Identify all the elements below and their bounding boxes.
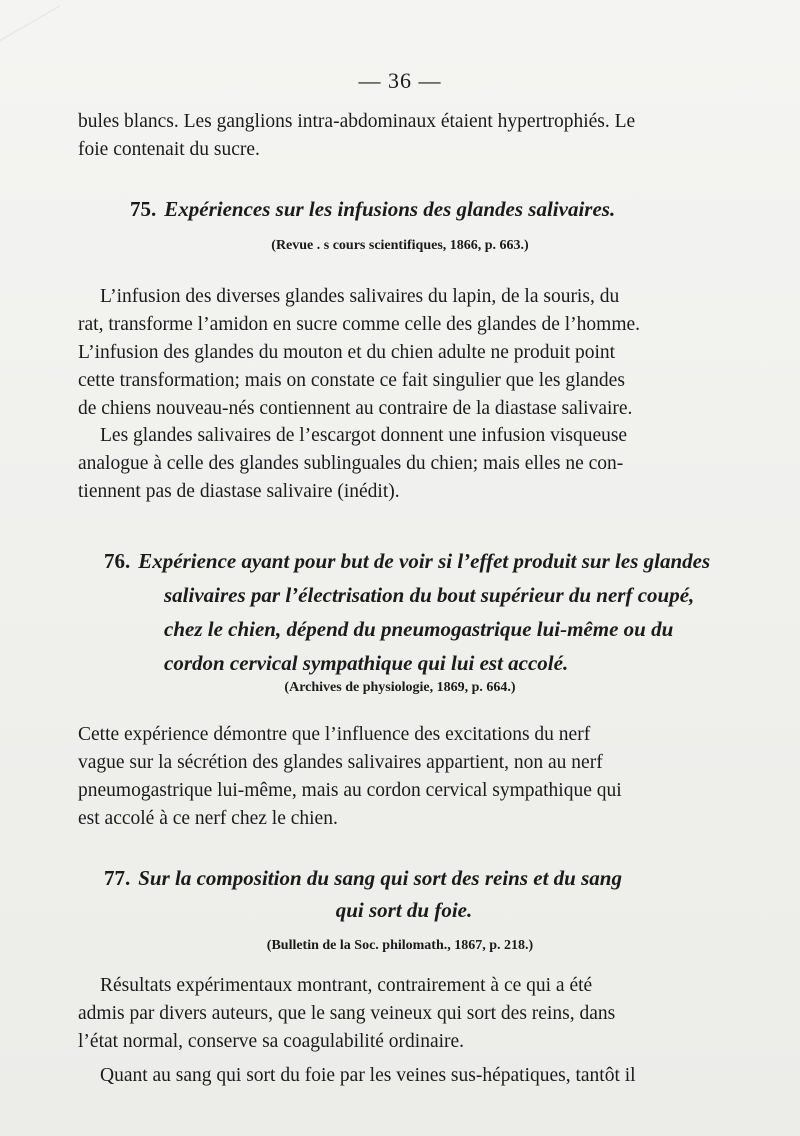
section-source-75: (Revue . s cours scientifiques, 1866, p. 663.) xyxy=(271,238,529,253)
section-source-76: (Archives de physiologie, 1869, p. 664.) xyxy=(284,680,516,695)
text-line: Cette expérience démontre que l’influence des excitations du nerf xyxy=(78,724,591,745)
section-title-line: chez le chien, dépend du pneumogastrique lui-même ou du xyxy=(164,617,674,641)
section-number: 76. xyxy=(104,549,131,573)
paragraph-5 xyxy=(78,972,718,1056)
text-line: foie contenait du sucre. xyxy=(78,139,260,160)
text-line: Les glandes salivaires de l’escargot donnent une infusion visqueuse xyxy=(100,425,628,446)
section-title-line: Sur la composition du sang qui sort des reins et du sang xyxy=(138,866,622,890)
section-title-line: Expérience ayant pour but de voir si l’effet produit sur les glandes xyxy=(138,549,711,573)
section-heading-77 xyxy=(104,862,704,926)
text-line: pneumogastrique lui-même, mais au cordon cervical sympathique qui xyxy=(78,780,622,801)
text-line: vague sur la sécrétion des glandes salivaires appartient, non au nerf xyxy=(78,752,603,773)
section-title-line: cordon cervical sympathique qui lui est accolé. xyxy=(164,651,569,675)
text-line: Résultats expérimentaux montrant, contrairement à ce qui a été xyxy=(100,975,593,996)
section-source-77: (Bulletin de la Soc. philomath., 1867, p. 218.) xyxy=(266,938,534,953)
text-line: est accolé à ce nerf chez le chien. xyxy=(78,808,338,829)
section-heading-76 xyxy=(104,544,724,680)
text-line: cette transformation; mais on constate ce fait singulier que les glandes xyxy=(78,370,625,391)
section-title: Expériences sur les infusions des glandes salivaires. xyxy=(164,197,616,221)
text-line: rat, transforme l’amidon en sucre comme celle des glandes de l’homme. xyxy=(78,314,641,335)
section-title-line: qui sort du foie. xyxy=(335,898,473,922)
text-line: L’infusion des diverses glandes salivaires du lapin, de la souris, du xyxy=(100,286,620,307)
text-line: de chiens nouveau-nés contiennent au contraire de la diastase salivaire. xyxy=(78,398,633,419)
section-number: 75. xyxy=(130,197,157,221)
section-number: 77. xyxy=(104,866,131,890)
section-title-line: salivaires par l’électrisation du bout supérieur du nerf coupé, xyxy=(164,583,695,607)
text-line: analogue à celle des glandes sublinguales du chien; mais elles ne con- xyxy=(78,453,624,474)
section-heading-75 xyxy=(130,194,730,224)
text-line: admis par divers auteurs, que le sang veineux qui sort des reins, dans xyxy=(78,1003,616,1024)
paragraph-4 xyxy=(78,721,718,833)
paragraph-3 xyxy=(78,422,718,506)
page-number: — 36 — xyxy=(358,68,442,93)
paragraph-6 xyxy=(78,1062,718,1090)
text-line: L’infusion des glandes du mouton et du chien adulte ne produit point xyxy=(78,342,616,363)
text-line: l’état normal, conserve sa coagulabilité ordinaire. xyxy=(78,1031,465,1052)
paragraph-1 xyxy=(78,108,718,164)
text-line: Quant au sang qui sort du foie par les veines sus-hépatiques, tantôt il xyxy=(100,1065,636,1086)
page-corner-fold xyxy=(0,0,60,41)
text-line: tiennent pas de diastase salivaire (inédit). xyxy=(78,481,400,502)
paragraph-2 xyxy=(78,283,718,423)
text-line: bules blancs. Les ganglions intra-abdominaux étaient hypertrophiés. Le xyxy=(78,111,636,132)
